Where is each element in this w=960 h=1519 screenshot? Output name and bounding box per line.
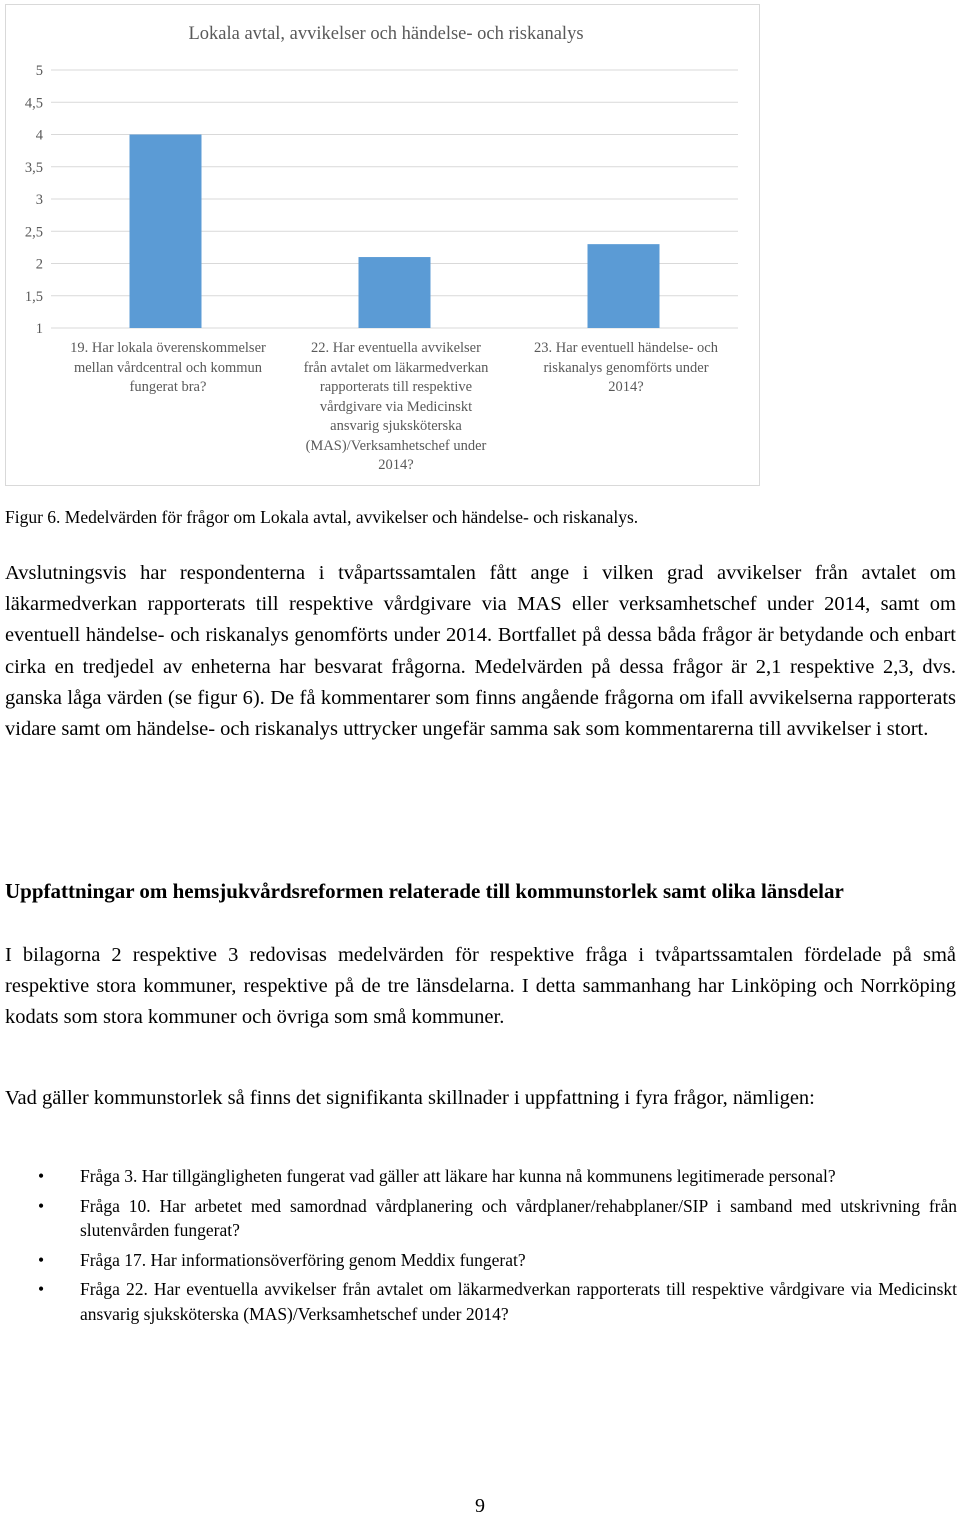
list-item [0,1248,957,1273]
y-tick-label: 1 [35,321,43,337]
list-item [0,1277,957,1326]
category-label-1 [53,339,283,398]
category-label-line: 2014? [378,457,414,473]
figure-caption: Figur 6. Medelvärden för frågor om Lokala avtal, avvikelser och händelse- och riskanalys. [5,507,639,527]
category-label-line: 22. Har eventuella avvikelser [311,340,481,356]
category-label-line: fungerat bra? [129,379,207,395]
category-label-line: vårdgivare via Medicinskt [319,398,473,415]
category-label-line: 2014? [608,379,644,395]
category-label-2 [276,339,516,476]
y-tick-label: 2,5 [24,224,43,241]
bar-chart [5,4,760,486]
bar [359,257,431,328]
category-label-line: 23. Har eventuell händelse- och [534,340,718,356]
category-label-line: rapporterats till respektive [319,379,473,395]
y-tick-label: 5 [35,63,43,79]
category-label-line: ansvarig sjuksköterska [330,418,462,434]
page-number: 9 [475,1495,485,1517]
y-tick-label: 1,5 [24,288,43,305]
paragraph-summary: Avslutningsvis har respondenterna i tvåpartssamtalen fått ange i vilken grad avvikelser från avtalet om läkarmedverkan rapporterats till respektive vårdgivare via MAS eller verksamhetschef under 2014, samt om eventuell händelse- och riskanalys genomförts under 2014. Bortfallet på dessa båda frågor är betydande och enbart cirka en tredjedel av enheterna har besvarat frågorna. Medelvärden på dessa frågor är 2,1 respektive 2,3, dvs. ganska låga värden (se figur 6). De få kommentarer som finns angående frågorna om ifall avvikelserna rapporterats vidare samt om händelse- och riskanalys uttrycker ungefär samma sak som kommentarerna till avvikelser i stort. [5,562,956,741]
y-tick-label: 4 [35,127,43,144]
list-item [0,1164,957,1189]
bar [130,135,202,329]
bullet-icon: • [38,1279,45,1299]
chart-title: Lokala avtal, avvikelser och händelse- och riskanalys [188,24,584,44]
bullet-icon: • [38,1249,45,1270]
category-label-line: riskanalys genomförts under [543,359,709,376]
category-label-line: mellan vårdcentral och kommun [73,359,263,376]
paragraph-appendices: I bilagorna 2 respektive 3 redovisas medelvärden för respektive fråga i tvåpartssamtalen fördelade på små respektive stora kommuner, respektive på de tre länsdelarna. I detta sammanhang har Linköping och Norrköping kodats som stora kommuner och övriga som små kommuner. [5,944,956,1029]
list-item [0,1194,957,1243]
category-label-line: från avtalet om läkarmedverkan [303,359,489,376]
category-label-line: (MAS)/Verksamhetschef under [305,437,487,454]
paragraph-intro-list: Vad gäller kommunstorlek så finns det signifikanta skillnader i uppfattning i fyra frågor, nämligen: [5,1087,815,1109]
y-tick-label: 4,5 [24,95,43,112]
y-tick-label: 3 [35,192,43,208]
bullet-icon: • [38,1166,45,1186]
list-item-text: Fråga 3. Har tillgängligheten fungerat vad gäller att läkare har kunna nå kommunens legitimerade personal? [80,1166,836,1186]
list-item-text: Fråga 10. Har arbetet med samordnad vårdplanering och vårdplaner/rehabplaner/SIP i samband med utskrivning från slutenvården fungerat? [80,1195,957,1240]
list-item-text: Fråga 22. Har eventuella avvikelser från avtalet om läkarmedverkan rapporterats till respektive vårdgivare via Medicinskt ansvarig sjuksköterska (MAS)/Verksamhetschef under 2014? [80,1279,957,1324]
y-tick-label: 3,5 [24,159,43,176]
question-list [0,1164,957,1331]
list-item-text: Fråga 17. Har informationsöverföring genom Meddix fungerat? [80,1249,526,1270]
category-label-3 [511,339,741,398]
section-heading: Uppfattningar om hemsjukvårdsreformen relaterade till kommunstorlek samt olika länsdelar [5,879,844,903]
bar [588,244,660,328]
category-label-line: 19. Har lokala överenskommelser [70,340,266,356]
bullet-icon: • [38,1195,45,1216]
y-tick-label: 2 [35,256,43,273]
